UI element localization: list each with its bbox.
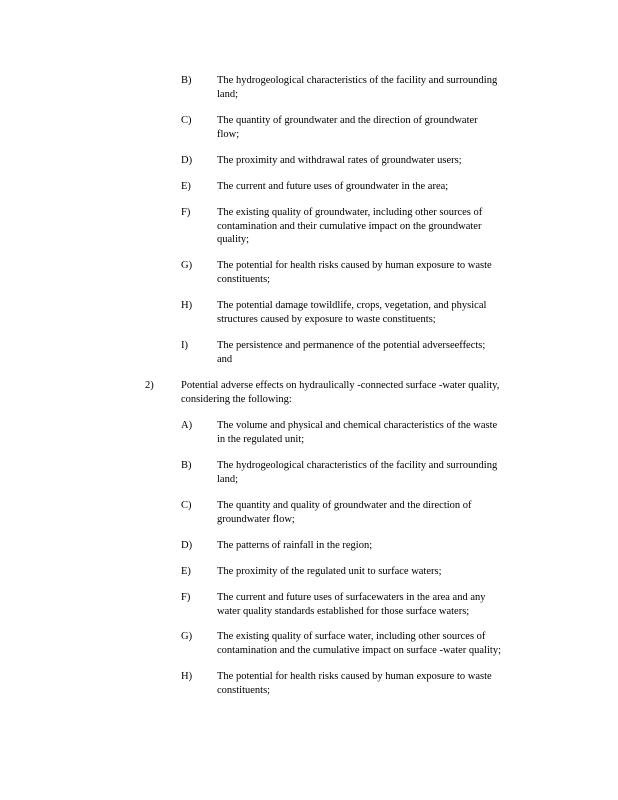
item-text: The current and future uses of groundwater in the area; <box>217 181 449 192</box>
item-label: G) <box>181 631 193 642</box>
item-label: C) <box>181 500 192 511</box>
item-text: The volume and physical and chemical characteristics of the waste in the regulated unit; <box>217 420 498 445</box>
item-text: The potential for health risks caused by human exposure to waste constituents; <box>217 671 492 696</box>
item-text: The proximity of the regulated unit to surface waters; <box>217 566 442 577</box>
item-label: B) <box>181 75 192 86</box>
item-text: The hydrogeological characteristics of the facility and surrounding land; <box>217 460 498 485</box>
item-text: The quantity and quality of groundwater and the direction of groundwater flow; <box>217 500 472 525</box>
item-text: The hydrogeological characteristics of the facility and surrounding land; <box>217 75 498 100</box>
item-text: Potential adverse effects on hydraulically -connected surface -water quality, considering the following: <box>181 380 500 405</box>
item-text: The potential damage towildlife, crops, vegetation, and physical structures caused by exposure to waste constituents; <box>217 300 487 325</box>
item-text: The existing quality of groundwater, including other sources of contamination and their cumulative impact on the groundwater quality; <box>217 207 483 245</box>
item-label: G) <box>181 260 193 271</box>
item-text: The existing quality of surface water, including other sources of contamination and the cumulative impact on surface -water quality; <box>217 631 501 656</box>
item-text: The persistence and permanence of the potential adverseeffects; and <box>217 340 486 365</box>
item-label: E) <box>181 181 191 192</box>
item-label: 2) <box>145 380 154 391</box>
item-label: I) <box>181 340 188 351</box>
item-label: C) <box>181 115 192 126</box>
item-label: D) <box>181 540 193 551</box>
item-label: F) <box>181 207 191 218</box>
item-label: H) <box>181 300 193 311</box>
item-label: H) <box>181 671 193 682</box>
item-label: D) <box>181 155 193 166</box>
item-label: E) <box>181 566 191 577</box>
item-text: The patterns of rainfall in the region; <box>217 540 373 551</box>
item-text: The proximity and withdrawal rates of groundwater users; <box>217 155 462 166</box>
item-text: The potential for health risks caused by human exposure to waste constituents; <box>217 260 492 285</box>
item-label: B) <box>181 460 192 471</box>
item-text: The quantity of groundwater and the direction of groundwater flow; <box>217 115 478 140</box>
item-label: A) <box>181 420 193 431</box>
item-text: The current and future uses of surfacewaters in the area and any water quality standards established for those surface waters; <box>217 592 486 617</box>
item-label: F) <box>181 592 191 603</box>
